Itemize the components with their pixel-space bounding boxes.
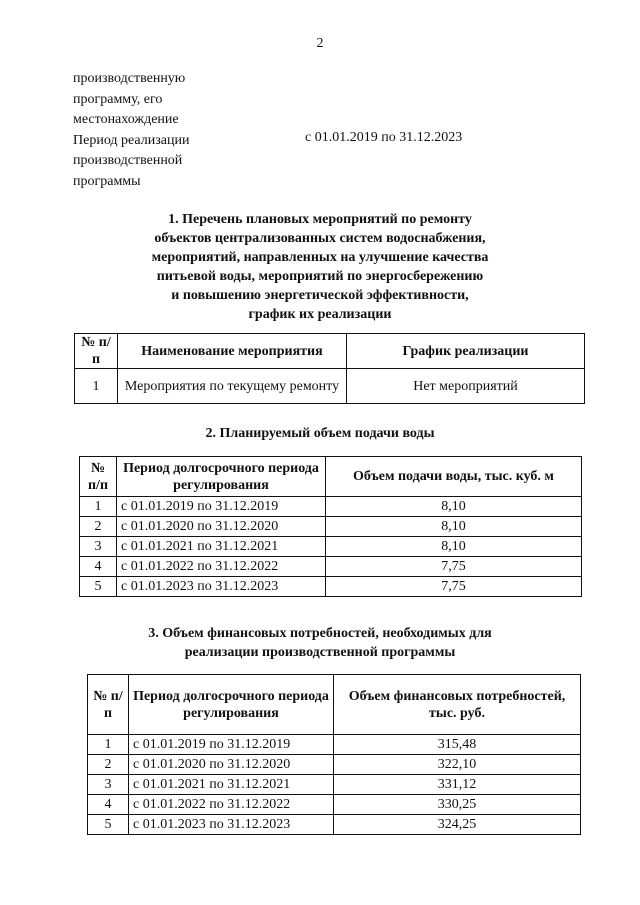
table-row xyxy=(80,517,582,537)
table-header-row xyxy=(80,457,582,497)
intro-line: местонахождение xyxy=(73,112,179,127)
cell-number: 4 xyxy=(88,795,129,815)
intro-line: производственную xyxy=(73,71,186,86)
cell-volume: 8,10 xyxy=(326,517,582,537)
section1-title-line: график их реализации xyxy=(248,307,392,322)
col-header-number: № п/п xyxy=(88,675,129,735)
cell-number: 2 xyxy=(88,755,129,775)
cell-number: 1 xyxy=(75,369,118,404)
section1-title-line: мероприятий, направленных на улучшение качества xyxy=(151,250,489,265)
cell-number: 4 xyxy=(80,557,117,577)
cell-schedule: Нет мероприятий xyxy=(347,369,585,404)
intro-line: программу, его xyxy=(73,91,163,107)
cell-period: с 01.01.2023 по 31.12.2023 xyxy=(129,815,334,835)
table-row xyxy=(88,735,581,755)
cell-period: с 01.01.2021 по 31.12.2021 xyxy=(129,775,334,795)
section3-title-line: 3. Объем финансовых потребностей, необходимых для xyxy=(148,626,492,641)
table-row xyxy=(80,577,582,597)
period-value: с 01.01.2019 по 31.12.2023 xyxy=(305,130,463,145)
cell-finance: 331,12 xyxy=(334,775,581,795)
intro-line: производственной xyxy=(73,153,183,168)
intro-left-lines xyxy=(73,69,189,192)
col-header-period: Период долгосрочного периода регулирования xyxy=(129,675,334,735)
cell-finance: 330,25 xyxy=(334,795,581,815)
cell-volume: 7,75 xyxy=(326,557,582,577)
cell-period: с 01.01.2020 по 31.12.2020 xyxy=(129,755,334,775)
cell-period: с 01.01.2020 по 31.12.2020 xyxy=(117,517,326,537)
table-header-row xyxy=(88,675,581,735)
cell-finance: 324,25 xyxy=(334,815,581,835)
cell-name: Мероприятия по текущему ремонту xyxy=(118,369,347,404)
cell-number: 5 xyxy=(88,815,129,835)
section1-title-line: объектов централизованных систем водоснабжения, xyxy=(154,231,486,246)
cell-number: 3 xyxy=(80,537,117,557)
cell-period: с 01.01.2019 по 31.12.2019 xyxy=(117,497,326,517)
cell-number: 5 xyxy=(80,577,117,597)
cell-period: с 01.01.2022 по 31.12.2022 xyxy=(117,557,326,577)
table-row xyxy=(80,537,582,557)
table-row xyxy=(75,369,585,404)
cell-period: с 01.01.2022 по 31.12.2022 xyxy=(129,795,334,815)
section1-title-line: 1. Перечень плановых мероприятий по ремонту xyxy=(168,212,472,227)
section3-title xyxy=(0,624,640,662)
cell-finance: 315,48 xyxy=(334,735,581,755)
cell-finance: 322,10 xyxy=(334,755,581,775)
table-row xyxy=(80,497,582,517)
col-header-period: Период долгосрочного периода регулирования xyxy=(117,457,326,497)
intro-line: программы xyxy=(73,173,141,189)
section1-title xyxy=(0,210,640,324)
section1-title-line: и повышению энергетической эффективности, xyxy=(171,288,469,303)
cell-number: 1 xyxy=(88,735,129,755)
section3-title-line: реализации производственной программы xyxy=(184,645,456,660)
section3-table xyxy=(87,674,581,835)
col-header-schedule: График реализации xyxy=(347,334,585,369)
page-number: 2 xyxy=(316,36,324,51)
cell-period: с 01.01.2021 по 31.12.2021 xyxy=(117,537,326,557)
col-header-number: № п/п xyxy=(75,334,118,369)
cell-number: 1 xyxy=(80,497,117,517)
table-row xyxy=(80,557,582,577)
cell-volume: 8,10 xyxy=(326,537,582,557)
table-row xyxy=(88,795,581,815)
section2-table xyxy=(79,456,582,597)
cell-period: с 01.01.2019 по 31.12.2019 xyxy=(129,735,334,755)
intro-line: Период реализации xyxy=(73,132,190,148)
section1-title-line: питьевой воды, мероприятий по энергосбережению xyxy=(156,269,484,284)
table-row xyxy=(88,775,581,795)
cell-number: 3 xyxy=(88,775,129,795)
col-header-name: Наименование мероприятия xyxy=(118,334,347,369)
table-row xyxy=(88,815,581,835)
cell-number: 2 xyxy=(80,517,117,537)
cell-volume: 8,10 xyxy=(326,497,582,517)
table-header-row xyxy=(75,334,585,369)
section1-table xyxy=(74,333,585,404)
col-header-volume: Объем подачи воды, тыс. куб. м xyxy=(326,457,582,497)
cell-period: с 01.01.2023 по 31.12.2023 xyxy=(117,577,326,597)
table-row xyxy=(88,755,581,775)
col-header-finance: Объем финансовых потребностей, тыс. руб. xyxy=(334,675,581,735)
cell-volume: 7,75 xyxy=(326,577,582,597)
col-header-number: № п/п xyxy=(80,457,117,497)
section2-title: 2. Планируемый объем подачи воды xyxy=(205,426,435,441)
